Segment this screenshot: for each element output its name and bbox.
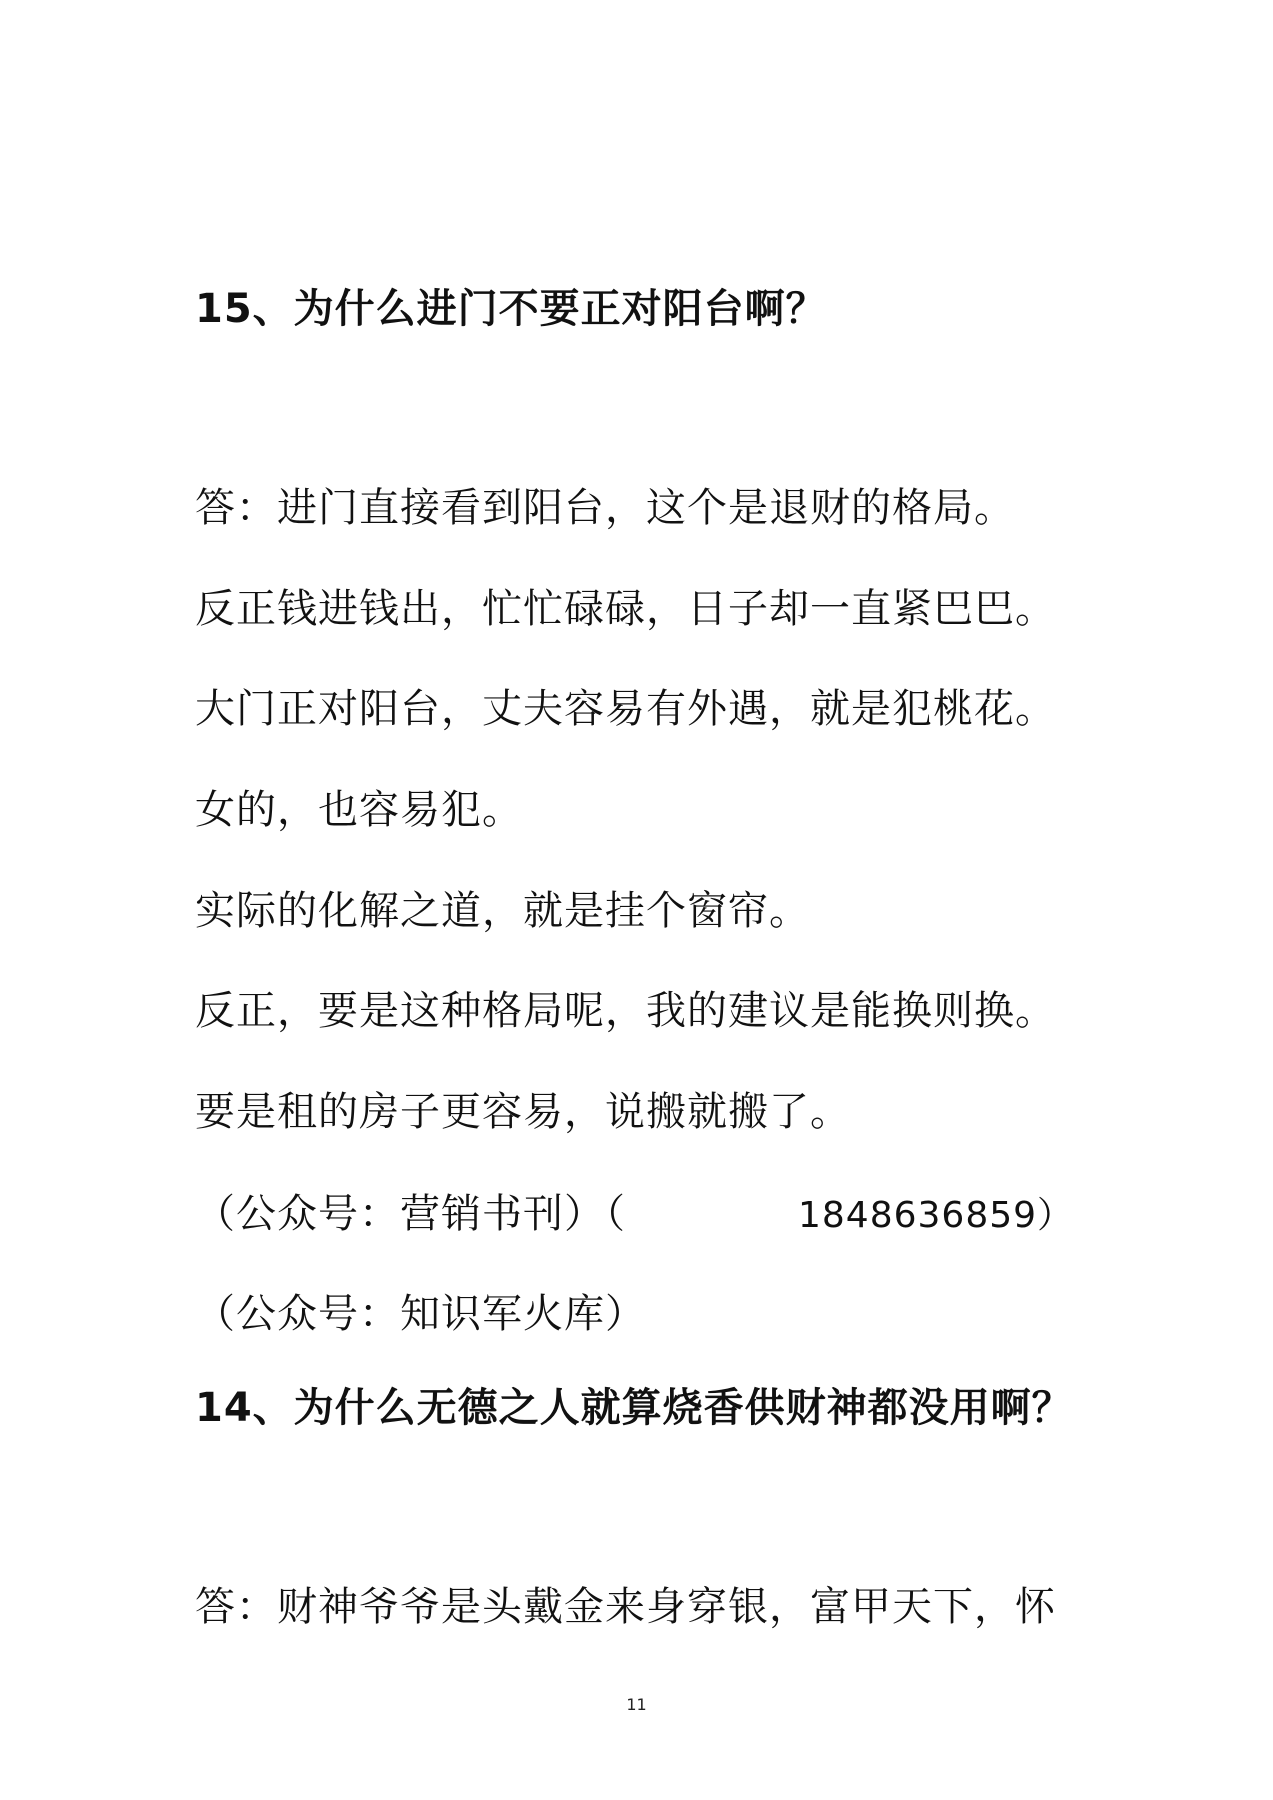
section-15-paragraph-4: 女的，也容易犯。: [195, 787, 523, 833]
section-14-paragraph-1: 答：财神爷爷是头戴金来身穿银，富甲天下，怀: [195, 1584, 1056, 1630]
section-15-paragraph-5: 实际的化解之道，就是挂个窗帘。: [195, 888, 810, 934]
section-15-paragraph-7: 要是租的房子更容易，说搬就搬了。: [195, 1089, 851, 1135]
section-15-heading: 15、为什么进门不要正对阳台啊？: [195, 286, 827, 332]
page-number: 11: [626, 1695, 647, 1714]
section-15-paragraph-2: 反正钱进钱出，忙忙碌碌，日子却一直紧巴巴。: [195, 586, 1056, 632]
section-15-paragraph-6: 反正，要是这种格局呢，我的建议是能换则换。: [195, 988, 1056, 1034]
contact-number: 1848636859）: [798, 1195, 1075, 1236]
contact-line-1-prefix: （公众号：营销书刊）（: [195, 1191, 626, 1237]
section-15-paragraph-1: 答：进门直接看到阳台，这个是退财的格局。: [195, 485, 1015, 531]
section-15-paragraph-3: 大门正对阳台，丈夫容易有外遇，就是犯桃花。: [195, 686, 1056, 732]
section-14-heading: 14、为什么无德之人就算烧香供财神都没用啊？: [195, 1385, 1073, 1431]
contact-line-2: （公众号：知识军火库）: [195, 1291, 646, 1337]
